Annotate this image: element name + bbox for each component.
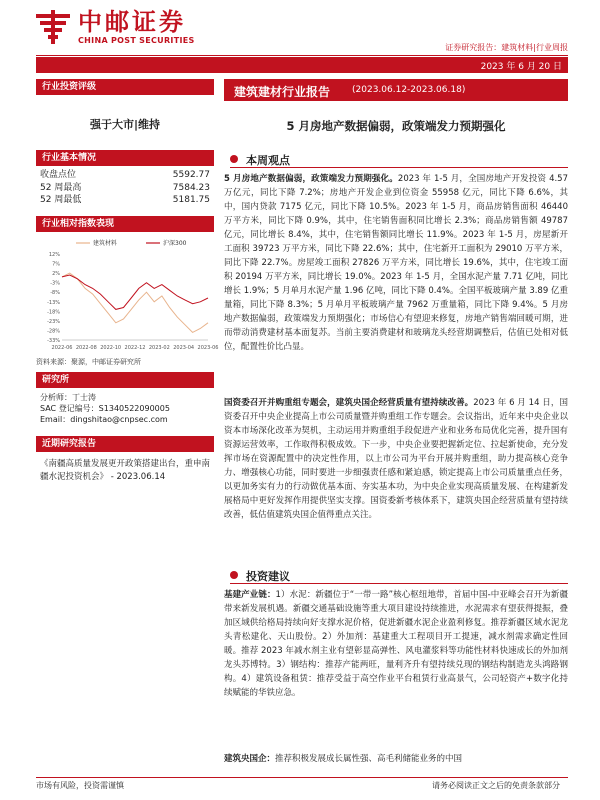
logo-text-cn: 中邮证券 [78, 8, 186, 36]
section-divider [230, 167, 568, 168]
paragraph-soe: 建筑央国企：推荐积极发展成长属性强、高毛利储能业务的中国 [224, 754, 463, 764]
x-tick-label: 2022-08 [75, 345, 97, 351]
y-tick-label: -28% [47, 328, 60, 335]
paragraph-infrastructure: 基建产业链：1）水泥：新疆位于“一带一路”核心枢纽地带，首届中国-中亚峰会召开为新疆带来新发展机遇。新疆交通基础设施等重大项目建设持续推进，水泥需求有望获得提振，叠加区域供给格局持续向好支撑水泥价格，促进新疆水泥企业盈利修复。推荐新疆区域水泥龙头青松建化、天山股份。2）外加剂：基建重大工程项目开工提速，减水剂需求确定性回暖。推荐 2023 年减水剂主业有望彰显高弹性、风电灌浆料等功能性材料快速成长的外加剂龙头苏博特。3）钢结构：推荐产能两旺，量利齐升有望持续兑现的钢结构制造龙头鸿路钢构。4）建筑设备租赁：推荐受益于高空作业平台租赁行业高景气，公司轻资产+数字化持续赋能的华铁应急。 [224, 590, 568, 698]
analyst-label: 研究所 [36, 372, 214, 388]
logo-mark-icon [36, 10, 70, 44]
report-period: (2023.06.12-2023.06.18) [352, 85, 466, 95]
analyst-sac: SAC 登记编号：S1340522090005 [40, 404, 170, 413]
bullet-icon [230, 155, 238, 163]
y-tick-label: -23% [47, 318, 60, 325]
x-tick-label: 2022-10 [100, 345, 122, 351]
footer-disclaimer: 请务必阅读正文之后的免责条款部分 [432, 781, 560, 790]
x-tick-label: 2022-12 [124, 345, 146, 351]
y-tick-label: -13% [47, 299, 60, 306]
report-title-bar [224, 79, 568, 101]
series-line [62, 273, 208, 332]
paragraph-real-estate: 5 月房地产数据偏弱，政策端发力预期强化。2023 年 1-5 月，全国房地产开发投资 4.57 万亿元，同比下降 7.2%；房地产开发企业到位资金 55958 亿元，同比下降 6.6%，其中，国内贷款 7175 亿元，同比下降 10.5%。2023 年 1-5 月，商品房销售面积 46440 万平方米，同比下降 0.9%，其中，住宅销售面积同比增长 2.3%；商品房销售额 49787 亿元，同比增长 8.4%，其中，住宅销售额同比增长 11.9%。2023 年 1-5 月，房屋新开工面积 39723 万平方米，同比下降 22.6%；其中，住宅新开工面积为 29010 万平方米，同比下降 22.7%。房屋竣工面积 27826 万平方米，同比增长 19.6%，其中，住宅竣工面积 20194 万平方米，同比增长 19.0%。2023 年 1-5 月，全国水泥产量 7.71 亿吨，同比增长 1.9%；5 月单月水泥产量 1.96 亿吨，同比下降 0.4%。全国平板玻璃产量 3.89 亿重量箱，同比下降 8.3%；5 月单月平板玻璃产量 7962 万重量箱，同比下降 9.4%。5 月房地产数据偏弱，政策端发力预期强化；市场信心有望迎来修复，房地产销售端回暖可期，进而带动消费建材基本面复苏。当前主要消费建材和玻璃龙头经营期调整后，估值已处相对低位，配置性价比凸显。 [224, 174, 568, 352]
rating-value: 强于大市|维持 [89, 118, 161, 131]
y-tick-label: -8% [50, 290, 60, 297]
date-band [36, 57, 568, 73]
x-tick-label: 2023-04 [173, 345, 195, 351]
analyst-block [36, 392, 214, 425]
basics-row: 收盘点位 5592.77 [40, 170, 210, 180]
legend-label: 建筑材料 [93, 240, 118, 247]
x-tick-label: 2023-06 [197, 345, 219, 351]
legend-label: 沪深300 [163, 240, 187, 247]
paragraph-sasac: 国资委召开并购重组专题会，建筑央国企经营质量有望持续改善。2023 年 6 月 14 日，国资委召开中央企业提高上市公司质量暨并购重组工作专题会。会议指出，近年来中央企业以资本市场深化改革为契机，主动运用并购重组手段促进产业和业务布局优化完善，提升国有资源运营效率，工作取得积极成效。下一步，中央企业要把握新定位、拉起新使命，充分发挥市场在资源配置中的决定性作用，以上市公司为平台开展并购重组，助力提高核心竞争力、增强核心功能，同时要进一步细强责任感和紧迫感，锁定提高上市公司质量重点任务，以更加务实有力的行动做优基本面、夯实基本功，为中央企业实现高质量发展、在构建新发展格局中更好发挥作用提供坚实支撑。国资委新考核体系下，建筑央国企经营质量有望持续改善，低估值建筑央国企值得重点关注。 [224, 398, 568, 520]
section-weekly-view: 本周观点 [230, 152, 290, 168]
report-subtitle: 5 月房地产数据偏弱，政策端发力预期强化 [286, 119, 506, 133]
analyst-name: 分析师：丁士涛 [40, 393, 96, 402]
x-tick-label: 2023-02 [148, 345, 170, 351]
x-tick-label: 2022-06 [51, 345, 73, 351]
recent-label: 近期研究报告 [36, 436, 214, 452]
y-tick-label: 12% [48, 252, 60, 258]
section-investment-advice: 投资建议 [230, 568, 290, 584]
bullet-icon [230, 571, 238, 579]
rating-label: 行业投资评级 [36, 79, 214, 95]
basics-row: 52 周最低 5181.75 [40, 195, 210, 205]
section-divider [230, 583, 568, 584]
recent-report-link[interactable]: 《南疆高质量发展更开政策搭建出台，重申南疆水泥投资机会》 - 2023.06.14 [40, 459, 211, 482]
chart-source: 资料来源：聚源，中邮证券研究所 [36, 358, 141, 366]
basics-row: 52 周最高 7584.23 [40, 182, 210, 193]
report-date: 2023 年 6 月 20 日 [480, 62, 562, 72]
report-title: 建筑建材行业报告 [234, 85, 331, 99]
header-divider [36, 55, 568, 56]
y-tick-label: -18% [47, 309, 60, 316]
basics-label: 行业基本情况 [36, 150, 214, 166]
logo-text-en: CHINA POST SECURITIES [78, 36, 195, 45]
basics-table [36, 169, 214, 207]
analyst-email: Email：dingshitao@cnpsec.com [40, 415, 168, 424]
y-tick-label: 2% [52, 271, 60, 278]
chart-svg [36, 232, 219, 354]
chart-label: 行业相对指数表现 [36, 216, 214, 232]
company-logo [36, 8, 236, 46]
footer-divider [36, 777, 568, 778]
y-tick-label: 7% [52, 261, 60, 268]
y-tick-label: -3% [50, 280, 60, 287]
footer-risk: 市场有风险，投资需谨慎 [36, 781, 124, 790]
y-tick-label: -33% [47, 338, 60, 344]
relative-index-chart [36, 232, 219, 354]
breadcrumb: 证券研究报告：建筑材料|行业周报 [445, 43, 568, 52]
